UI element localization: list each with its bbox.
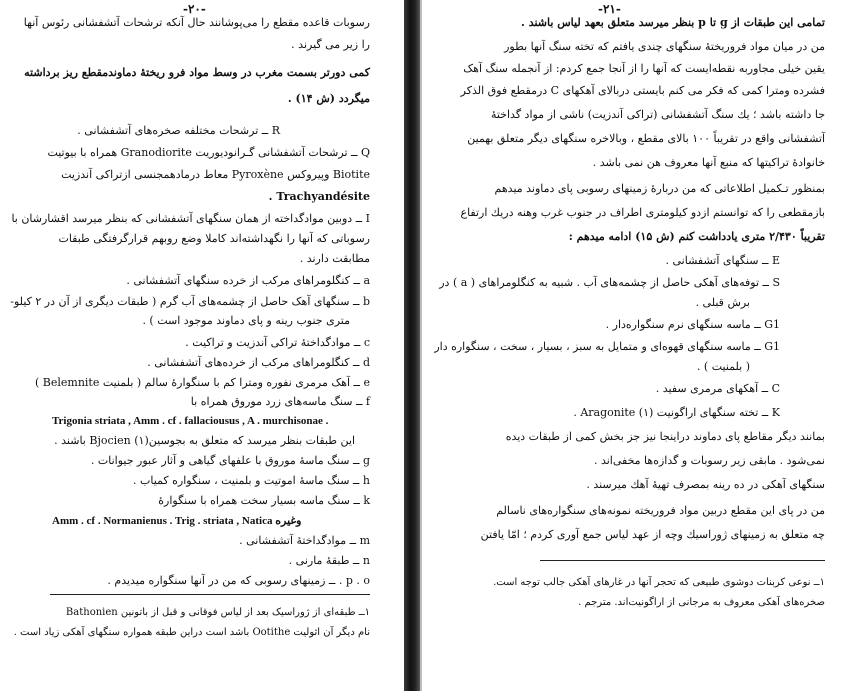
text-line: k ــ سنگ ماسه بسیار سخت همراه با سنگوارهٔ [158, 494, 370, 507]
text-line: تمامی این طبقات از g تا p بنظر میرسد متعلق بعهد لیاس باشند . [521, 16, 825, 29]
text-line: G1 ــ ماسه سنگهای نرم سنگواره‌دار . [605, 318, 780, 331]
text-line: Biotite وپیروکس Pyroxène معاط درمادهمجنسی ازتراکی آندزیت [61, 168, 370, 181]
text-line: h ــ سنگ ماسهٔ اموتیت و بلمنیت ، سنگواره کمیاب . [133, 474, 370, 487]
text-line: رسوبات قاعده مقطع را می‌پوشانند حال آنکه ترشحات آتشفشانی رئوس آنها [23, 16, 370, 29]
text-line: بازمقطعی را که توانستم ازدو کیلومتری اطراف در جنوب غرب وهنه دریك ارتفاع [460, 206, 825, 219]
text-line: من در پای این مقطع دربین مواد فروریخته نمونه‌های سنگواره‌های ناسالم [496, 504, 825, 517]
text-line: آتشفشانی واقع در تقریباً ۱۰۰ بالای مقطع ، وبالاخره سنگهای دیگر متعلق بهمین [467, 132, 825, 145]
footnote-line: صخره‌های آهکی معروف به مرجانی از اراگونیت‌اند. مترجم . [578, 597, 825, 608]
footnote-rule [540, 560, 825, 561]
text-line: f ــ سنگ ماسه‌های زرد موروق همراه با [190, 395, 370, 408]
text-line: بمنظور تـکمیل اطلاعاتی که من دربارهٔ زمینهای رسوبی پای دماوند میدهم [494, 182, 825, 195]
text-line: جا داشته باشد ؛ یك سنگ آتشفشانی (تراکی آندزیت) ناشی از مواد گداختهٔ [490, 108, 825, 121]
text-line: تقریباً ۲/۴۳۰ متری یادداشت کنم (ش ۱۵) ادامه میدهم : [568, 230, 825, 243]
text-line: S ــ توفه‌های آهکی حاصل از چشمه‌های آب . شبیه به کنگلومراهای ( a ) در [439, 276, 780, 289]
text-line: p . o . ــ زمینهای رسوبی که من در آنها سنگواره میدیدم . [107, 574, 370, 587]
text-line: خانوادهٔ تراکیتها که منبع آنها معروف هن نمی باشد . [592, 156, 825, 169]
text-line: رسوباتی که آنها را نگهداشته‌اند کاملا وضع روبهم قرارگرفتگی طبقات [58, 232, 370, 245]
text-line: R ــ ترشحات مختلفه صخره‌های آتشفشانی . [77, 124, 280, 137]
text-line: کمی دورتر بسمت مغرب در وسط مواد فرو ریختهٔ دماوندمقطع ریز برداشته [24, 66, 370, 79]
footnote-rule [50, 594, 370, 595]
text-line: G1 ــ ماسه سنگهای قهوه‌ای و متمایل به سبز ، بسیار ، سخت ، سنگواره دار [434, 340, 780, 353]
text-line: این طبقات بنظر میرسد که متعلق به بجوسین(۱) Bjocien باشند . [54, 434, 355, 447]
footnote-line: ۱ــ نوعی کربنات دوشوی طبیعی که تحجر آنها در غارهای آهکی جالب توجه است. [493, 577, 825, 588]
text-line: I ــ دوبین موادگداخته از همان سنگهای آتشفشانی که بنظر میرسد اقشارشان با [11, 212, 370, 225]
text-line: K ــ تخته سنگهای اراگونیت (۱) Aragonite . [573, 406, 780, 419]
text-line: سنگهای آهکی در ده رینه بمصرف تهیهٔ آهك میرسند . [586, 478, 825, 491]
text-line: Trachyandésite . [268, 190, 370, 203]
book-binding [404, 0, 420, 691]
text-line: فشرده ومترا کمی که فکر می کنم بایستی دربالای آهکهای C درمقطع فوق الذکر [460, 84, 825, 97]
text-line: مطابقت دارند . [299, 252, 370, 265]
text-line: b ــ سنگهای آهک حاصل از چشمه‌های آب گرم ( طبقات دیگری از آن در ۲ کیلو- [10, 295, 370, 308]
text-line: n ــ طبقهٔ مارنی . [288, 554, 370, 567]
text-line: Trigonia striata , Amm . cf . fallaciousus , A . murchisonae . [52, 415, 329, 427]
text-line: میگردد (ش ۱۴) . [287, 92, 370, 105]
page-number: -۲۰- [183, 2, 206, 16]
text-line: C ــ آهکهای مرمری سفید . [655, 382, 780, 395]
text-line: من در میان مواد فروریختهٔ سنگهای چندی یافتم که تخته سنگ آنها بطور [504, 40, 825, 53]
text-line: g ــ سنگ ماسهٔ موروق با علفهای گیاهی و آثار عبور جیوانات . [90, 454, 370, 467]
right-page [420, 0, 851, 691]
page-edge [420, 0, 422, 691]
text-line: ( بلمنیت ) . [696, 360, 750, 373]
left-page [0, 0, 410, 691]
text-line: یقین خیلی مجاوربه نقطه‌ایست که آنها را از آنجا جمع کردم: از آنجمله سنگ آهک [463, 62, 825, 75]
text-line: d ــ کنگلومراهای مرکب از خرده‌های آتشفشانی . [147, 356, 370, 369]
text-line: a ــ کنگلومراهای مرکب از خرده سنگهای آتشفشانی . [126, 274, 370, 287]
text-line: c ــ موادگداختهٔ تراکی آندزیت و تراکیت . [185, 336, 370, 349]
text-line: e ــ آهک مرمری نفوره ومترا کم با سنگوارهٔ سالم ( بلمنیت Belemnite ) [34, 376, 370, 389]
footnote-line: ۱ــ طبقه‌ای از ژوراسیک بعد از لیاس فوقانی و قبل از باتونین Bathonien [65, 607, 370, 618]
text-line: نمی‌شود . مابقی زیر رسوبات و گدازه‌ها مخفی‌اند . [593, 454, 825, 467]
footnote-line: نام دیگر آن اثولیت Ootithe باشد است دراین طبقه همواره سنگهای آهکی زیاد است . [13, 627, 370, 638]
text-line: Q ــ ترشحات آتشفشانی گـرانودیوریت Granodiorite همراه با بیوتیت [47, 146, 370, 159]
text-line: Amm . cf . Normanienus . Trig . striata , Natica وغیره [52, 515, 302, 527]
text-line: را زیر می گیرند . [291, 38, 370, 51]
text-line: برش قبلی . [695, 296, 750, 309]
text-line: m ــ موادگداختهٔ آتشفشانی . [239, 534, 370, 547]
text-line: متری جنوب رینه و پای دماوند موجود است ) . [142, 314, 350, 327]
text-line: بمانند دیگر مقاطع پای دماوند دراینجا نیز جز بخش کمی از طبقات دیده [505, 430, 825, 443]
page-number: -۲۱- [598, 2, 621, 16]
text-line: E ــ سنگهای آتشفشانی . [665, 254, 780, 267]
text-line: چه متعلق به زمینهای ژوراسیك وچه از عهد لیاس جمع آوری کردم ؛ امّا یافتن [480, 528, 825, 541]
